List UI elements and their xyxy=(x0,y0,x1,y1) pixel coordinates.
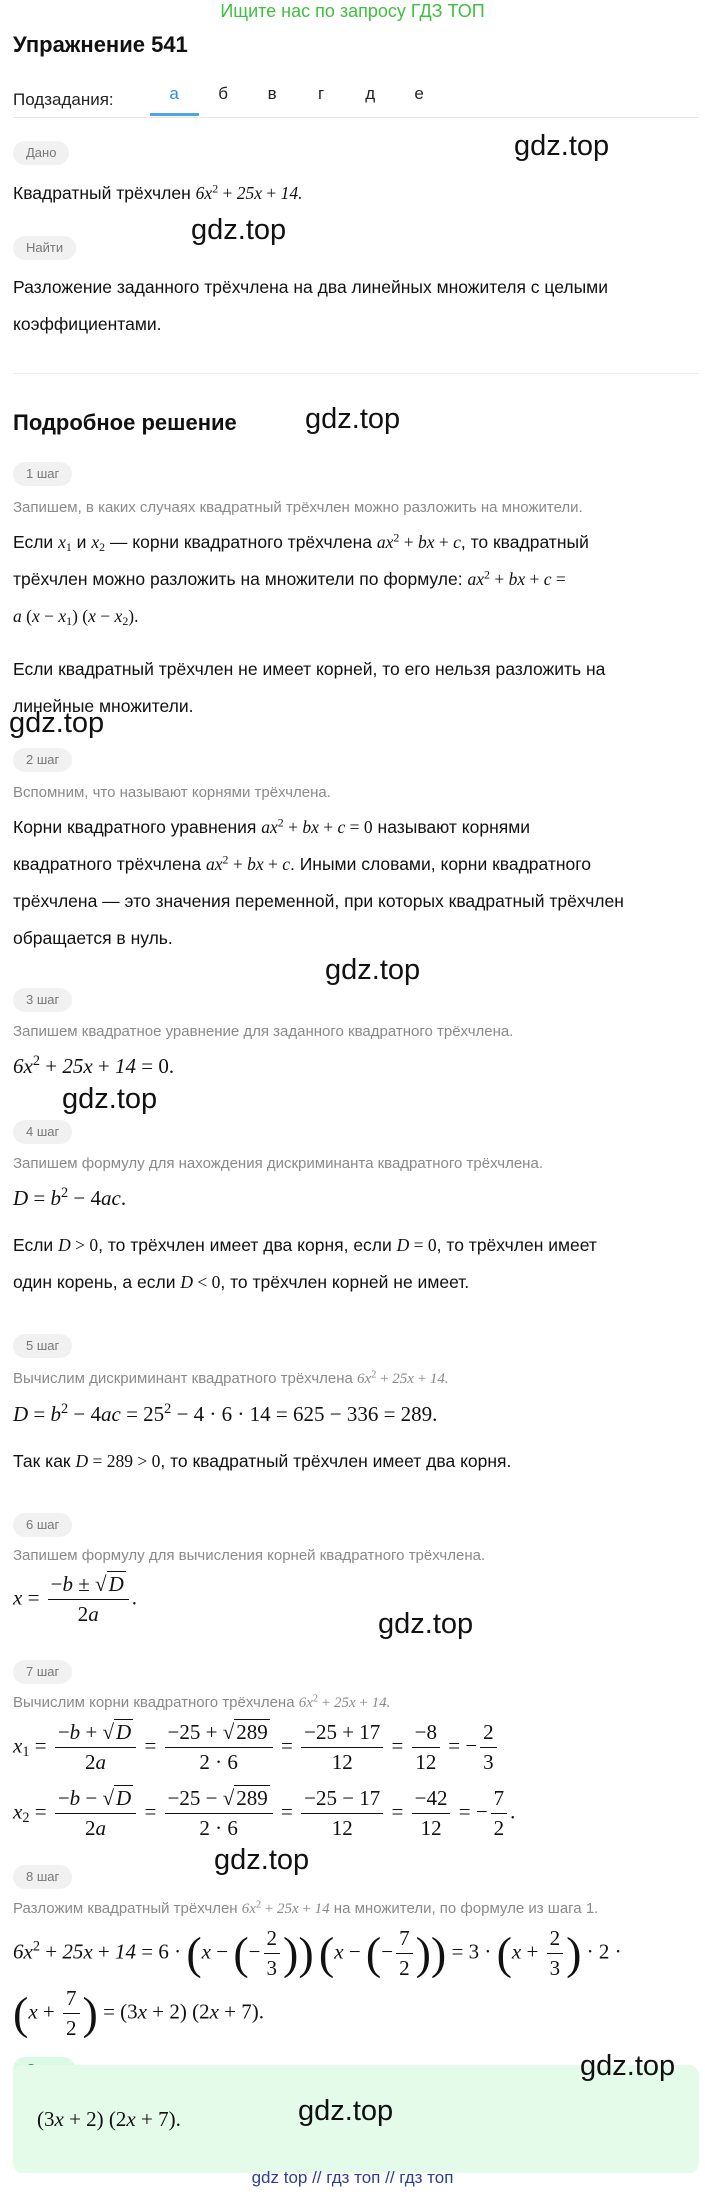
tab-subtask-b[interactable]: б xyxy=(218,84,229,103)
step-8-factorization-line-1: $6x^2 + 25x + 14 = 6 \cdot (x$ − (− $\frac{2}{3}$ )) (x − (− $\frac{7}{2}$ )) = 3 · (x + $\frac{2}{3}$ ) · 2 · xyxy=(13,1926,622,1980)
tab-subtask-a[interactable]: а xyxy=(150,84,199,116)
step-5-discriminant-calc: $D = b^2 - 4ac = 25^2 - 4 \cdot 6 \cdot 14 = 625 - 336 = 289$. xyxy=(13,1401,438,1426)
step-3-hint: Запишем квадратное уравнение для заданного квадратного трёхчлена. xyxy=(13,1023,514,1040)
given-text-prefix: Квадратный трёхчлен xyxy=(13,183,196,203)
step-1-hint: Запишем, в каких случаях квадратный трёхчлен можно разложить на множители. xyxy=(13,499,583,516)
subtask-tabs xyxy=(13,84,444,116)
step-2-badge: 2 шаг xyxy=(13,748,72,772)
find-line-2: коэффициентами. xyxy=(13,314,162,334)
step-1-text-a: Если xyxy=(13,532,59,552)
tab-subtask-e[interactable]: е xyxy=(414,84,424,103)
answer-formula: (3x + 2) (2x + 7). xyxy=(37,2107,181,2131)
step-4-hint: Запишем формулу для нахождения дискриминанта квадратного трёхчлена. xyxy=(13,1155,543,1172)
watermark: gdz.top xyxy=(305,403,401,435)
step-7-root-x1: $x_1$ = $\frac{-b + √D}{2a}$ = $\frac{-25 + √289}{2 \cdot 6}$ = $\frac{-25 + 17}{12}$ = $\frac{-8}{12}$ = − $\frac{2}{3}$ xyxy=(13,1720,500,1775)
given-badge: Дано xyxy=(13,141,69,165)
step-7-badge: 7 шаг xyxy=(13,1660,72,1684)
tabs-divider xyxy=(13,117,699,118)
step-1-text-c: — корни квадратного трёхчлена xyxy=(105,532,377,552)
find-badge: Найти xyxy=(13,236,76,260)
step-8-hint-a: Разложим квадратный трёхчлен xyxy=(13,1900,242,1917)
step-8-factorization-line-2: (x + $\frac{7}{2}$ ) = (3x + 2) (2x + 7). xyxy=(13,1986,265,2040)
step-4-discriminant-formula: $D = b^2 - 4ac$. xyxy=(13,1185,127,1210)
step-1-line-5: линейные множители. xyxy=(13,696,194,716)
step-4-text-e: , то трёхчлен корней не имеет. xyxy=(220,1272,470,1292)
given-text xyxy=(13,174,303,212)
page-title: Упражнение 541 xyxy=(13,32,188,57)
step-5-text-a: Так как xyxy=(13,1451,76,1471)
step-6-hint: Запишем формулу для вычисления корней квадратного трёхчлена. xyxy=(13,1547,486,1564)
step-2-line-1: Корни квадратного уравнения $ax^2$ + bx + c = 0 называют корнями xyxy=(13,815,531,837)
step-7-hint: Вычислим корни квадратного трёхчлена $6x^2 + 25x + 14$. xyxy=(13,1693,391,1711)
step-5-line-1: Так как D = 289 > 0, то квадратный трёхчлен имеет два корня. xyxy=(13,1451,512,1471)
step-4-text-b: , то трёхчлен имеет два корня, если xyxy=(98,1235,397,1255)
step-5-hint: Вычислим дискриминант квадратного трёхчлена $6x^2 + 25x + 14$. xyxy=(13,1369,449,1387)
step-2-line-2: квадратного трёхчлена $ax^2$ + bx + c. Иными словами, корни квадратного xyxy=(13,852,592,874)
watermark: gdz.top xyxy=(325,954,421,986)
watermark: gdz.top xyxy=(514,130,610,162)
step-1-factor-formula: a $(x - x_1)$ $(x - x_2)$. xyxy=(13,606,139,628)
step-2-hint: Вспомним, что называют корнями трёхчлена. xyxy=(13,784,331,801)
step-8-badge: 8 шаг xyxy=(13,1865,72,1889)
step-6-roots-formula: x = $\frac{-b \pm √D}{2a}$ . xyxy=(13,1572,137,1626)
solution-title: Подробное решение xyxy=(13,410,237,435)
watermark: gdz.top xyxy=(9,707,105,739)
step-2-text-d: . Иными словами, корни квадратного xyxy=(290,854,592,874)
step-4-badge: 4 шаг xyxy=(13,1120,72,1144)
subtasks-label: Подзадания: xyxy=(13,90,114,109)
step-1-line-4: Если квадратный трёхчлен не имеет корней, то его нельзя разложить на xyxy=(13,659,606,679)
step-4-line-2: один корень, а если D < 0, то трёхчлен корней не имеет. xyxy=(13,1272,470,1292)
step-3-badge: 3 шаг xyxy=(13,988,72,1012)
step-8-hint: Разложим квадратный трёхчлен $6x^2 + 25x + 14$ на множители, по формуле из шага 1. xyxy=(13,1899,599,1917)
step-2-text-a: Корни квадратного уравнения xyxy=(13,817,262,837)
watermark: gdz.top xyxy=(214,1844,310,1876)
step-2-text-c: квадратного трёхчлена xyxy=(13,854,206,874)
step-2-line-4: обращается в нуль. xyxy=(13,928,173,948)
step-1-text-e: трёхчлен можно разложить на множители по формуле: xyxy=(13,569,468,589)
given-formula: $6x^2 + 25x + 14$. xyxy=(195,181,303,203)
watermark: gdz.top xyxy=(62,1083,158,1115)
step-1-text-b: и xyxy=(71,532,92,552)
find-line-1: Разложение заданного трёхчлена на два линейных множителя с целыми xyxy=(13,277,608,297)
tab-subtask-g[interactable]: г xyxy=(318,84,325,103)
step-4-text-c: , то трёхчлен имеет xyxy=(436,1235,597,1255)
step-1-badge: 1 шаг xyxy=(13,462,72,486)
tab-subtask-d[interactable]: д xyxy=(365,84,376,103)
step-1-line-1: Если $x_1$ и $x_2$ — корни квадратного трёхчлена $ax^2$ + bx + c, то квадратный xyxy=(13,530,589,554)
step-5-text-b: , то квадратный трёхчлен имеет два корня. xyxy=(160,1451,512,1471)
step-5-hint-text: Вычислим дискриминант квадратного трёхчлена xyxy=(13,1370,358,1387)
watermark: gdz.top xyxy=(191,214,287,246)
step-1-text-d: , то квадратный xyxy=(460,532,589,552)
step-6-badge: 6 шаг xyxy=(13,1513,72,1537)
watermark: gdz.top xyxy=(298,2095,394,2127)
step-8-hint-b: на множители, по формуле из шага 1. xyxy=(329,1900,599,1917)
footer-links[interactable]: gdz top // гдз топ // гдз топ xyxy=(251,2168,454,2187)
tab-subtask-v[interactable]: в xyxy=(267,84,277,103)
step-2-line-3: трёхчлена — это значения переменной, при которых квадратный трёхчлен xyxy=(13,891,624,911)
step-3-equation: $6x^2 + 25x + 14 = 0$. xyxy=(13,1053,175,1078)
search-promo-banner[interactable]: Ищите нас по запросу ГДЗ ТОП xyxy=(220,1,485,21)
step-4-text-a: Если xyxy=(13,1235,59,1255)
step-4-line-1: Если D > 0, то трёхчлен имеет два корня, если D = 0, то трёхчлен имеет xyxy=(13,1235,597,1255)
step-7-root-x2: $x_2$ = $\frac{-b - √D}{2a}$ = $\frac{-25 - √289}{2 \cdot 6}$ = $\frac{-25 - 17}{12}$ = $\frac{-42}{12}$ = − $\frac{7}{2}$ . xyxy=(13,1786,516,1840)
step-1-line-2: трёхчлен можно разложить на множители по формуле: $ax^2$ + bx + c = xyxy=(13,567,566,589)
step-2-text-b: называют корнями xyxy=(372,817,531,837)
watermark: gdz.top xyxy=(378,1608,474,1640)
watermark: gdz.top xyxy=(580,2050,676,2082)
step-7-hint-text: Вычислим корни квадратного трёхчлена xyxy=(13,1694,299,1711)
step-4-text-d: один корень, а если xyxy=(13,1272,181,1292)
step-5-badge: 5 шаг xyxy=(13,1334,72,1358)
section-divider xyxy=(13,373,699,374)
